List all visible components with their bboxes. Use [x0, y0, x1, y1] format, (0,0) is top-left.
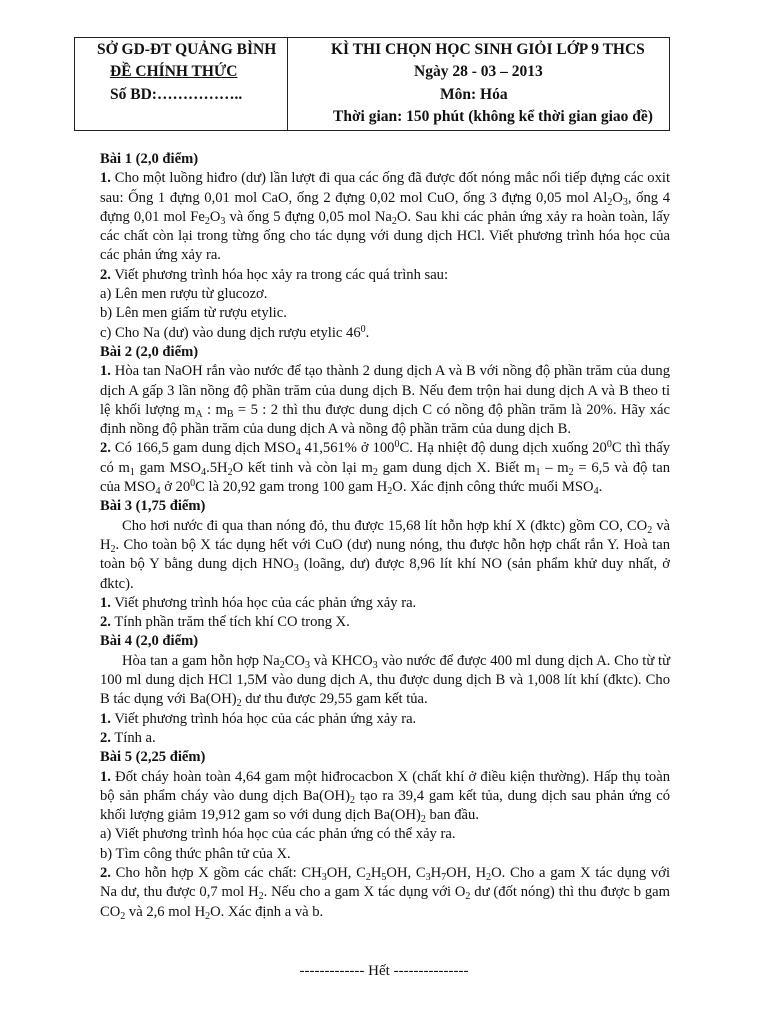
department-name: SỞ GD-ĐT QUẢNG BÌNH [97, 41, 277, 58]
problem-5-part-2: 2. Cho hỗn hợp X gồm các chất: $CH_3OH$, $C_2H_5OH$, $C_3H_7OH$, $H_2O$. Cho a gam X tác dụng với Na dư, thu được 0,7 mol $H_2$. Nếu cho a gam X tác dụng với $O_2$ dư (đốt nóng) thì thu được b gam $CO_2$ và 2,6 mol $H_2O$. Xác định a và b. [100, 864, 671, 922]
exam-title: KÌ THI CHỌN HỌC SINH GIỎI LỚP 9 THCS [331, 41, 645, 58]
exam-subject: Môn: Hóa [440, 86, 508, 103]
problem-3-part-1: 1. Viết phương trình hóa học của các phản ứng xảy ra. [100, 594, 417, 611]
problem-3-title: Bài 3 (1,75 điểm) [100, 498, 206, 515]
problem-2-title: Bài 2 (2,0 điểm) [100, 343, 199, 360]
problem-4-part-2: 2. Tính a. [100, 729, 156, 746]
official-exam-label: ĐỀ CHÍNH THỨC [110, 63, 238, 80]
problem-4-part-1: 1. Viết phương trình hóa học của các phản ứng xảy ra. [100, 710, 417, 727]
problem-1-part-2: 2. Viết phương trình hóa học xảy ra trong các quá trình sau: [100, 266, 449, 283]
problem-2-part-1: 1. Hòa tan NaOH rắn vào nước để tạo thành 2 dung dịch A và B với nồng độ phần trăm của dung dịch A gấp 3 lần nồng độ phần trăm của dung dịch B. Nếu đem trộn hai dung dịch A và B theo tỉ lệ khối lượng $m_A$ : $m_B = 5$ : 2 thì thu được dung dịch C có nồng độ phần trăm là 20%. Hãy xác định nồng độ phần trăm của dung dịch A và nồng độ phần trăm của dung dịch B. [100, 363, 670, 438]
problem-2-part-2: 2. Có 166,5 gam dung dịch $MSO_4$ 41,561% ở $100^0C$. Hạ nhiệt độ dung dịch xuống $20^0C$ thì thấy có $m_1$ gam $MSO_4.5H_2O$ kết tinh và còn lại $m_2$ gam dung dịch X. Biết $m_1 - m_2 = 6,5$ và độ tan của $MSO_4$ ở $20^0C$ là 20,92 gam trong 100 gam $H_2O$. Xác định công thức muối $MSO_4$. [100, 439, 671, 498]
header-divider [287, 38, 288, 130]
problem-1-item-b: b) Lên men giấm từ rượu etylic. [100, 305, 287, 322]
problem-4-title: Bài 4 (2,0 điểm) [100, 633, 199, 650]
candidate-number: Số BD:…………….. [110, 86, 243, 103]
problem-5-item-b: b) Tìm công thức phân tử của X. [100, 845, 291, 862]
end-of-exam-marker: ------------- Hết --------------- [299, 963, 469, 979]
problem-5-title: Bài 5 (2,25 điểm) [100, 749, 206, 766]
problem-1-item-c: c) Cho Na (dư) vào dung dịch rượu etylic $46^0$. [100, 323, 370, 341]
problem-1-part-1: 1. Cho một luồng hiđro (dư) lần lượt đi qua các ống đã được đốt nóng mắc nối tiếp đựng các oxit sau: Ống 1 đựng 0,01 mol CaO, ống 2 đựng 0,02 mol CuO, ống 3 đựng 0,05 mol $Al_2O_3$, ống 4 đựng 0,01 mol $Fe_2O_3$ và ống 5 đựng 0,05 mol $Na_2O$. Sau khi các phản ứng xảy ra hoàn toàn, lấy các chất còn lại trong từng ống cho tác dụng với dung dịch HCl. Viết phương trình hóa học của các phản ứng xảy ra. [100, 170, 670, 264]
problem-1-title: Bài 1 (2,0 điểm) [100, 151, 199, 167]
problem-3-intro: Cho hơi nước đi qua than nóng đỏ, thu được 15,68 lít hỗn hợp khí X (đktc) gồm CO, $CO_2$ và $H_2$. Cho toàn bộ X tác dụng hết với CuO (dư) nung nóng, thu được hỗn hợp chất rắn Y. Hoà tan toàn bộ Y bằng dung dịch $HNO_3$ (loãng, dư) được 8,96 lít khí NO (sản phẩm khử duy nhất, ở đktc). [100, 517, 670, 592]
problem-5-item-a: a) Viết phương trình hóa học của các phản ứng có thể xảy ra. [100, 826, 456, 843]
exam-duration: Thời gian: 150 phút (không kể thời gian giao đề) [333, 108, 653, 125]
problem-4-intro: Hòa tan a gam hỗn hợp $Na_2CO_3$ và $KHCO_3$ vào nước để được 400 ml dung dịch A. Cho từ từ 100 ml dung dịch HCl 1,5M vào dung dịch A, thu được dung dịch B và 1,008 lít khí (đktc). Cho B tác dụng với $Ba(OH)_2$ dư thu được 29,55 gam kết tủa. [100, 652, 670, 710]
exam-date: Ngày 28 - 03 – 2013 [414, 63, 543, 80]
problem-1-item-a: a) Lên men rượu từ glucozơ. [100, 286, 268, 303]
problem-5-part-1: 1. Đốt cháy hoàn toàn 4,64 gam một hiđrocacbon X (chất khí ở điều kiện thường). Hấp thụ toàn bộ sản phẩm cháy vào dung dịch $Ba(OH)_2$ tạo ra 39,4 gam kết tủa, dung dịch sau phản ứng có khối lượng giảm 19,912 gam so với dung dịch $Ba(OH)_2$ ban đầu. [100, 768, 670, 826]
problem-3-part-2: 2. Tính phần trăm thể tích khí CO trong X. [100, 614, 350, 631]
exam-body [100, 150, 670, 922]
